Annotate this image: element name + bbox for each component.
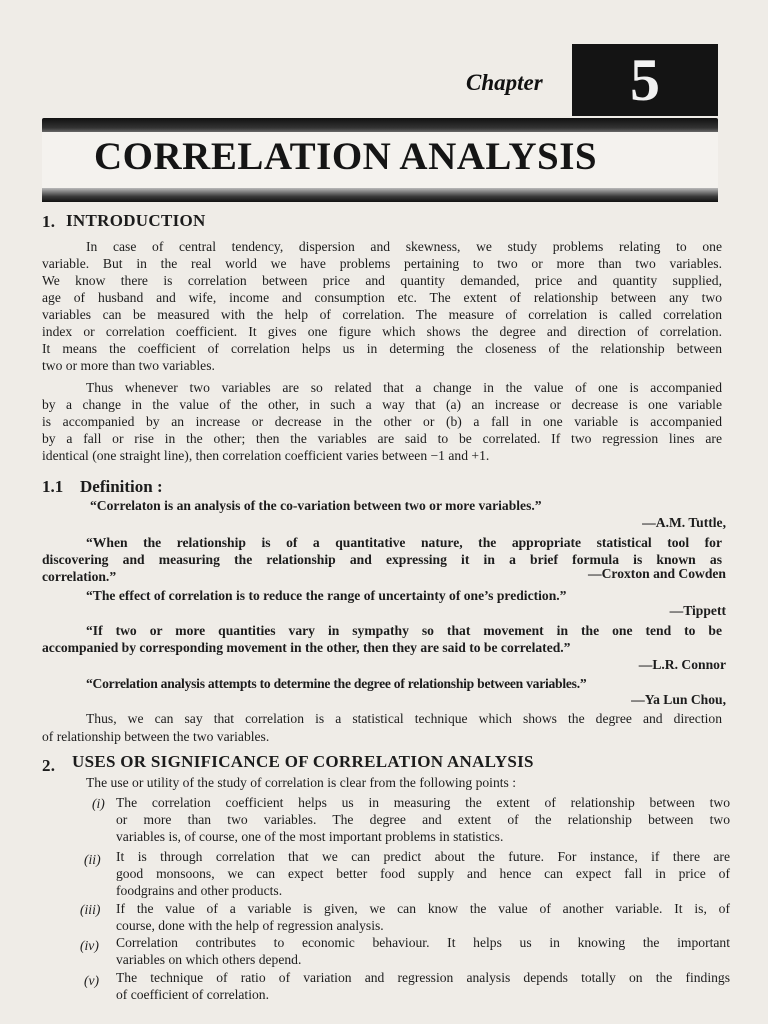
list-item-line: If the value of a variable is given, we can know the value of another variable. It is, of [116, 901, 730, 916]
list-item-line: variables on which others depend. [116, 952, 302, 967]
list-item-line: good monsoons, we can expect better food supply and hence can expect fall in price of [116, 866, 730, 881]
list-marker: (i) [92, 796, 105, 811]
attribution-croxton: —Croxton and Cowden [588, 566, 726, 581]
list-item-line: It is through correlation that we can predict about the future. For instance, if there are [116, 849, 730, 864]
list-item-line: The correlation coefficient helps us in measuring the extent of relationship between two [116, 795, 730, 810]
attribution-tuttle: —A.M. Tuttle, [642, 515, 726, 530]
section-1-heading: INTRODUCTION [66, 211, 206, 230]
list-marker: (iv) [80, 938, 99, 953]
text-line: It means the coefficient of correlation helps us in determing the closeness of the relationship between [42, 341, 722, 356]
section-1-number: 1. [42, 212, 56, 231]
chapter-label: Chapter [466, 70, 543, 95]
quote-croxton-line: correlation.” [42, 569, 117, 584]
text-line: identical (one straight line), then correlation coefficient varies between −1 and +1. [42, 448, 490, 463]
chapter-number: 5 [572, 44, 718, 116]
quote-croxton-line: discovering and measuring the relationship and expressing it in a brief formula is known as [42, 552, 722, 567]
conclusion-line: Thus, we can say that correlation is a statistical technique which shows the degree and direction [86, 711, 722, 726]
text-line: variable. But in the real world we have problems pertaining to two or more than two variables. [42, 256, 722, 271]
subsection-heading: Definition : [80, 477, 163, 496]
text-line: variables can be measured with the help of correlation. The measure of correlation is called correlation [42, 307, 722, 322]
text-line: by a change in the value of the other, in such a way that (a) an increase or decrease is one variable [42, 397, 722, 412]
text-line: two or more than two variables. [42, 358, 215, 373]
section-2-number: 2. [42, 756, 56, 775]
subsection-number: 1.1 [42, 477, 64, 496]
quote-connor-line: accompanied by corresponding movement in the other, then they are said to be correlated.” [42, 640, 571, 655]
text-line: Thus whenever two variables are so related that a change in the value of one is accompanied [86, 380, 722, 395]
section-2-heading: USES OR SIGNIFICANCE OF CORRELATION ANALYSIS [72, 752, 534, 771]
list-item-line: variables is, of course, one of the most important problems in statistics. [116, 829, 504, 844]
quote-connor-line: “If two or more quantities vary in sympathy so that movement in the one tend to be [86, 623, 722, 638]
list-item-line: Correlation contributes to economic behaviour. It helps us in knowing the important [116, 935, 730, 950]
quote-tippett: “The effect of correlation is to reduce the range of uncertainty of one’s prediction.” [86, 588, 567, 603]
attribution-tippett: —Tippett [669, 603, 726, 618]
uses-intro: The use or utility of the study of correlation is clear from the following points : [86, 775, 516, 790]
quote-croxton-line: “When the relationship is of a quantitative nature, the appropriate statistical tool for [86, 535, 722, 550]
text-line: age of husband and wife, income and consumption etc. The extent of relationship between any two [42, 290, 722, 305]
list-item-line: of coefficient of correlation. [116, 987, 269, 1002]
text-line: index or correlation coefficient. It gives one figure which shows the degree and direction of correlation. [42, 324, 722, 339]
quote-chou: “Correlation analysis attempts to determine the degree of relationship between variables.” [86, 676, 587, 691]
list-item-line: course, done with the help of regression analysis. [116, 918, 384, 933]
text-line: We know there is correlation between price and quantity demanded, price and quantity supplied, [42, 273, 722, 288]
title-band-bottom [42, 188, 718, 202]
list-item-line: The technique of ratio of variation and regression analysis depends totally on the findings [116, 970, 730, 985]
attribution-chou: —Ya Lun Chou, [631, 692, 726, 707]
list-marker: (ii) [84, 852, 101, 867]
attribution-connor: —L.R. Connor [638, 657, 726, 672]
list-item-line: or more than two variables. The degree and extent of the relationship between two [116, 812, 730, 827]
list-item-line: foodgrains and other products. [116, 883, 283, 898]
page-title: CORRELATION ANALYSIS [94, 135, 598, 178]
list-marker: (iii) [80, 902, 101, 917]
text-line: by a fall or rise in the other; then the variables are said to be correlated. If two regression lines are [42, 431, 722, 446]
conclusion-line: of relationship between the two variables. [42, 729, 270, 744]
quote-tuttle: “Correlaton is an analysis of the co-variation between two or more variables.” [90, 498, 542, 513]
text-line: is accompanied by an increase or decrease in the other or (b) a fall in one variable is accompanied [42, 414, 722, 429]
text-line: In case of central tendency, dispersion and skewness, we study problems relating to one [86, 239, 722, 254]
list-marker: (v) [84, 973, 100, 988]
